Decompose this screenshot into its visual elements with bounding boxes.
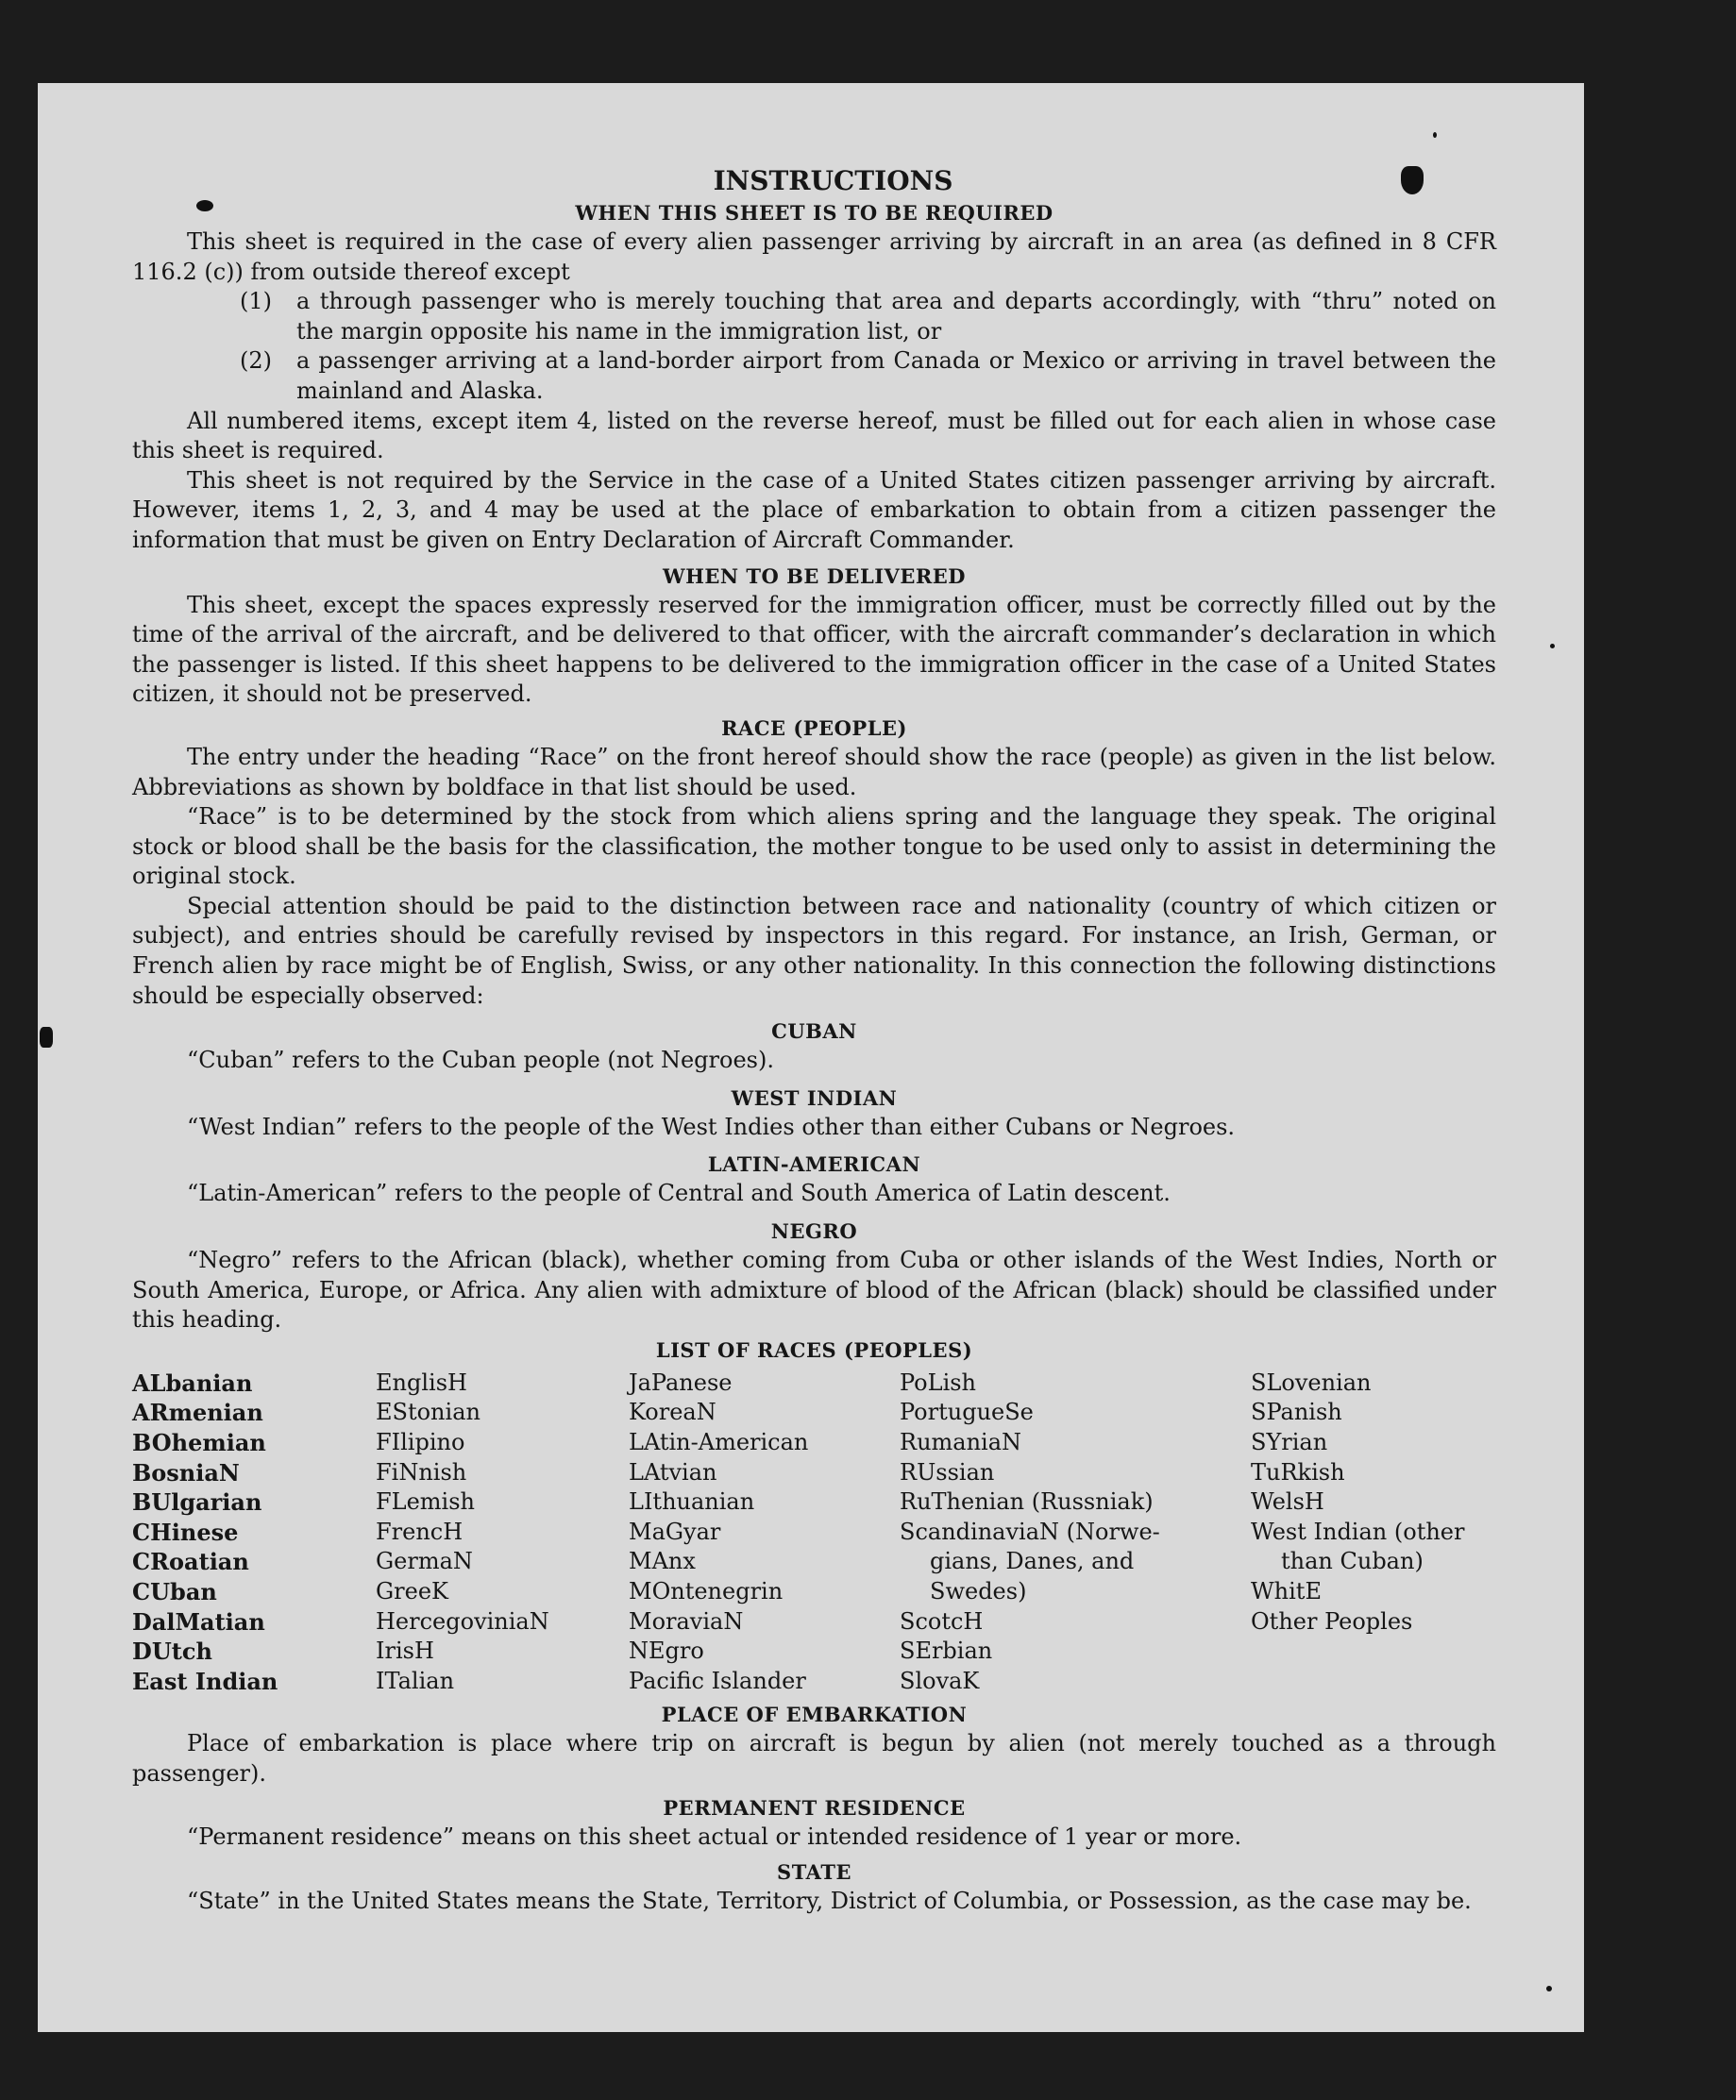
race-entry: LIthuanian [629,1488,755,1516]
heading-list-of-races: LIST OF RACES (PEOPLES) [655,1337,973,1362]
heading-west-indian: WEST INDIAN [731,1085,898,1110]
race-entry: EStonian [376,1399,480,1426]
heading-place-of-embarkation: PLACE OF EMBARKATION [661,1703,968,1727]
races-column-3 [629,1369,900,1697]
paragraph-west-indian: “West Indian” refers to the people of the West Indies other than either Cubans or Negroes. [187,1113,1236,1140]
race-entry: DUtch [132,1638,212,1666]
race-entry-continued: Swedes) [930,1577,1027,1604]
heading-when-required: WHEN THIS SHEET IS TO BE REQUIRED [575,201,1053,225]
paragraph-latin-american: “Latin-American” refers to the people of Central and South America of Latin descent. [187,1180,1171,1207]
item-text: a through passenger who is merely touching that area and departs accordingly, with “thru” noted on the margin opposite his name in the immigration list, or [296,288,1496,344]
race-entry: RuThenian (Russniak) [900,1488,1154,1516]
race-entry: PoLish [900,1369,977,1396]
races-column-4 [900,1369,1251,1697]
race-entry: East Indian [132,1667,278,1695]
ink-speck [1433,132,1437,138]
race-entry: SPanish [1251,1399,1342,1426]
paragraph-when-required-intro: This sheet is required in the case of every alien passenger arriving by aircraft in an area (as defined in 8 CFR 116.2 (c)) from outside thereof except [132,228,1496,285]
race-entry: RumaniaN [900,1429,1022,1455]
item-number: (2) [240,347,272,375]
exception-item-1 [132,287,1496,346]
ink-speck [1550,644,1555,648]
race-entry: CRoatian [132,1548,249,1576]
race-entry: LAtin-American [629,1429,809,1455]
race-entry: ScandinaviaN (Norwe- [900,1518,1160,1545]
races-list [132,1369,1496,1697]
exception-item-2 [132,346,1496,406]
race-entry-continued: than Cuban) [1281,1548,1424,1575]
race-entry: WhitE [1251,1577,1322,1604]
race-entry: FLemish [376,1488,475,1516]
heading-permanent-residence: PERMANENT RESIDENCE [663,1795,966,1820]
paragraph-numbered-items: All numbered items, except item 4, listed on the reverse hereof, must be filled out for each alien in whose case this sheet is required. [132,407,1496,464]
race-entry: SLovenian [1251,1369,1372,1396]
paragraph-race-entry: The entry under the heading “Race” on the front hereof should show the race (people) as given in the list below. Abbreviations as shown by boldface in that list should be used. [132,743,1496,800]
race-entry: SlovaK [900,1667,980,1694]
page-title: INSTRUCTIONS [713,165,953,196]
race-entry: ScotcH [900,1607,984,1635]
race-entry: FrencH [376,1518,463,1545]
races-column-1 [132,1369,376,1697]
paragraph-embarkation: Place of embarkation is place where trip on aircraft is begun by alien (not merely touched as a through passenger). [132,1730,1496,1787]
race-entry: ITalian [376,1667,455,1694]
race-entry: CUban [132,1577,217,1605]
paragraph-state: “State” in the United States means the State, Territory, District of Columbia, or Possession, as the case may be. [187,1888,1472,1915]
heading-negro: NEGRO [770,1219,858,1244]
race-entry: EnglisH [376,1369,467,1396]
race-entry: MoraviaN [629,1607,744,1635]
heading-latin-american: LATIN-AMERICAN [707,1152,921,1177]
race-entry: MOntenegrin [629,1577,784,1604]
race-entry: IrisH [376,1638,434,1665]
race-entry: RUssian [900,1458,995,1486]
race-entry: SYrian [1251,1429,1328,1455]
ink-speck [1546,1986,1552,1991]
ink-blot [196,200,213,211]
race-entry: WelsH [1251,1488,1324,1516]
race-entry: ARmenian [132,1399,263,1427]
race-entry: JaPanese [629,1369,733,1396]
paragraph-race-stock: “Race” is to be determined by the stock from which aliens spring and the language they speak. The original stock or blood shall be the basis for the classification, the mother tongue to be used only to assist in determining the original stock. [132,803,1496,890]
race-entry: Pacific Islander [629,1667,806,1694]
ink-smudge [40,1027,53,1048]
heading-state: STATE [777,1860,851,1885]
race-entry: MAnx [629,1548,696,1575]
paragraph-when-delivered: This sheet, except the spaces expressly reserved for the immigration officer, must be correctly filled out by the time of the arrival of the aircraft, and be delivered to that officer, with the aircraft commander’s declaration in which the passenger is listed. If this sheet happens to be delivered to the immigration officer in the case of a United States citizen, it should not be preserved. [132,591,1496,708]
heading-cuban: CUBAN [771,1019,857,1044]
race-entry: TuRkish [1251,1458,1345,1486]
instruction-sheet [38,83,1584,2032]
race-entry: KoreaN [629,1399,716,1426]
race-entry: BUlgarian [132,1488,262,1517]
heading-race: RACE (PEOPLE) [721,715,907,740]
race-entry: BOhemian [132,1429,266,1456]
race-entry: CHinese [132,1518,239,1546]
race-entry: ALbanian [132,1369,253,1397]
race-entry: LAtvian [629,1458,717,1486]
race-entry: NEgro [629,1638,704,1665]
race-entry: HercegoviniaN [376,1607,549,1635]
paragraph-race-nationality: Special attention should be paid to the distinction between race and nationality (country of which citizen or subject), and entries should be carefully revised by inspectors in this regard. For instance, an Irish, German, or French alien by race might be of English, Swiss, or any other nationality. In this connection the following distinctions should be especially observed: [132,892,1496,1009]
race-entry: GermaN [376,1548,473,1575]
race-entry-continued: gians, Danes, and [930,1548,1135,1575]
races-column-5 [1251,1369,1496,1697]
race-entry: FiNnish [376,1458,467,1486]
race-entry: SErbian [900,1638,993,1665]
race-entry: PortugueSe [900,1399,1034,1426]
race-entry: GreeK [376,1577,448,1604]
race-entry: MaGyar [629,1518,721,1545]
paragraph-negro: “Negro” refers to the African (black), whether coming from Cuba or other islands of the West Indies, North or South America, Europe, or Africa. Any alien with admixture of blood of the African (black) should be classified under this heading. [132,1247,1496,1334]
paragraph-residence: “Permanent residence” means on this sheet actual or intended residence of 1 year or more. [187,1823,1242,1850]
paragraph-cuban: “Cuban” refers to the Cuban people (not Negroes). [187,1047,774,1074]
race-entry: West Indian (other [1251,1518,1465,1545]
ink-blot [1401,166,1424,194]
race-entry: Other Peoples [1251,1607,1413,1635]
item-number: (1) [240,288,272,315]
paragraph-citizen-passenger: This sheet is not required by the Service in the case of a United States citizen passenger arriving by aircraft. However, items 1, 2, 3, and 4 may be used at the place of embarkation to obtain from a citizen passenger the information that must be given on Entry Declaration of Aircraft Commander. [132,466,1496,553]
races-column-2 [376,1369,629,1697]
item-text: a passenger arriving at a land-border airport from Canada or Mexico or arriving in travel between the mainland and Alaska. [296,347,1496,404]
race-entry: FIlipino [376,1429,465,1455]
race-entry: BosniaN [132,1458,240,1487]
heading-when-delivered: WHEN TO BE DELIVERED [662,563,966,588]
race-entry: DalMatian [132,1607,265,1636]
